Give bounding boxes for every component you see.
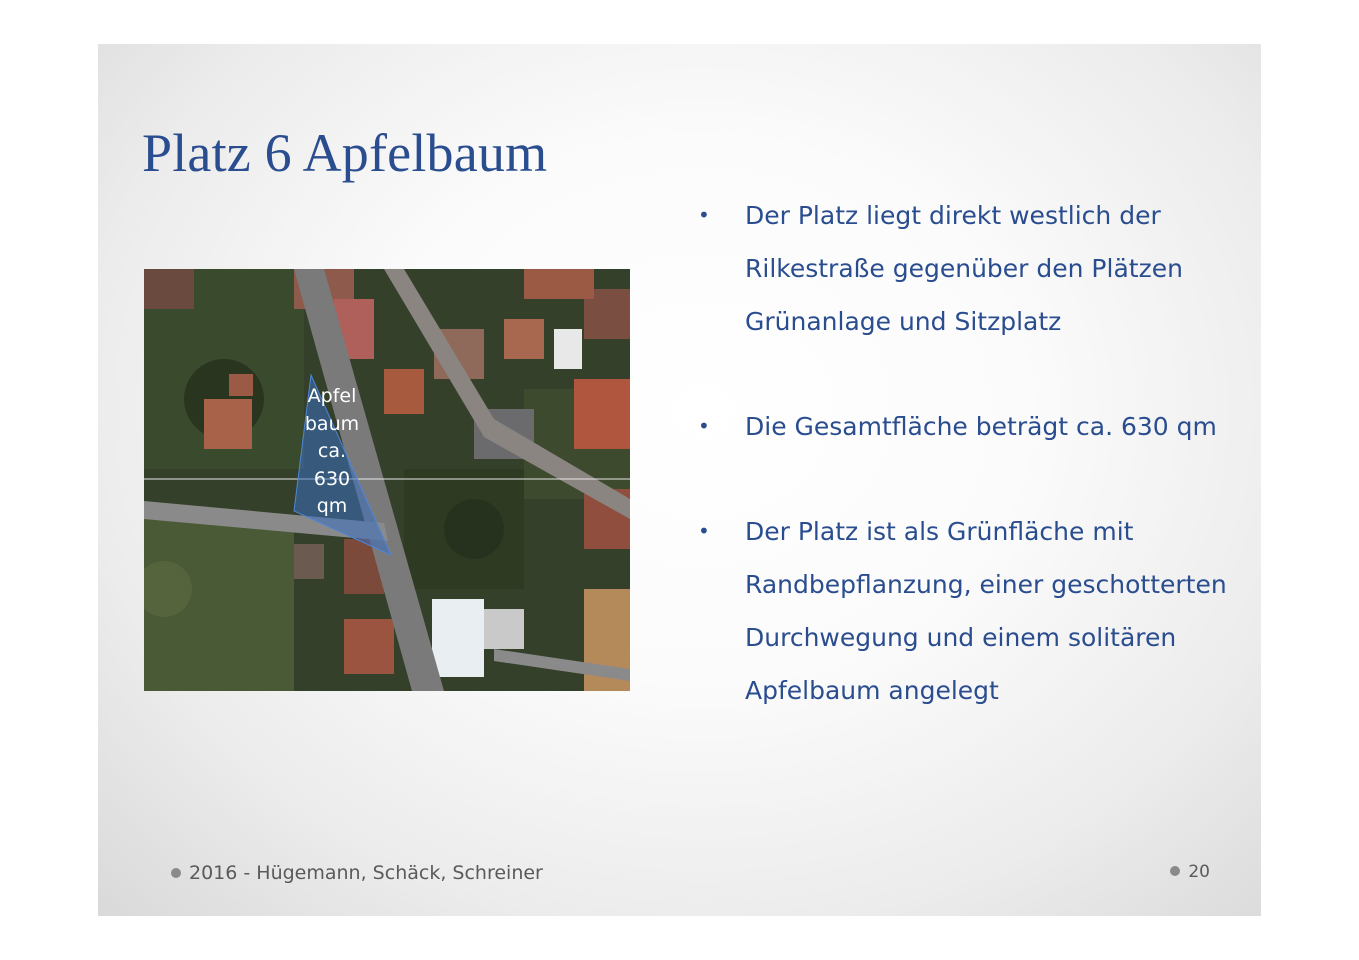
bullet-item (698, 505, 1238, 717)
aerial-photo (144, 269, 630, 691)
page-number-text: 20 (1188, 862, 1210, 882)
footer-dot-icon (171, 868, 181, 878)
bullet-list (698, 189, 1238, 769)
bullet-item (698, 189, 1238, 348)
site-label-line: baum (304, 412, 360, 435)
slide (98, 44, 1261, 916)
footer-credits (171, 862, 543, 884)
footer-credits-text: 2016 - Hügemann, Schäck, Schreiner (189, 862, 543, 884)
slide-title: Platz 6 Apfelbaum (142, 123, 548, 183)
bullet-text: Der Platz liegt direkt westlich der Rilkestraße gegenüber den Plätzen Grünanlage und Sitzplatz (745, 201, 1183, 336)
aerial-map-image (144, 269, 630, 691)
site-label-line: ca. (317, 440, 347, 462)
bullet-item (698, 400, 1238, 453)
bullet-marker: • (698, 203, 710, 227)
bullet-marker: • (698, 414, 710, 438)
bullet-text: Der Platz ist als Grünfläche mit Randbepflanzung, einer geschotterten Durchwegung und einem solitären Apfelbaum angelegt (745, 517, 1227, 705)
bullet-text: Die Gesamtfläche beträgt ca. 630 qm (745, 412, 1217, 441)
site-area-label (296, 383, 368, 521)
site-label-line: Apfel (307, 385, 357, 407)
site-label-line: 630 (313, 467, 351, 490)
page-number (1170, 862, 1210, 882)
bullet-marker: • (698, 519, 710, 543)
site-label-line: qm (316, 495, 348, 517)
footer-dot-icon (1170, 866, 1180, 876)
